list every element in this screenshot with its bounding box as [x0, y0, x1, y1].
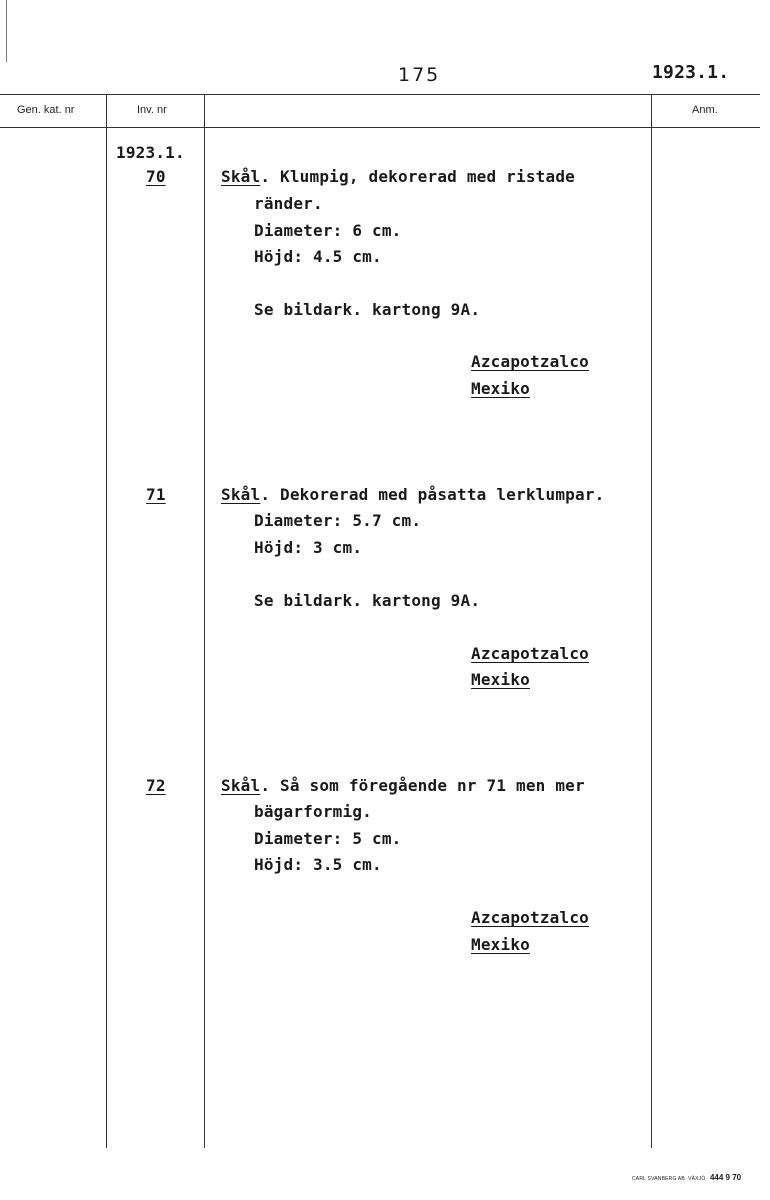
- description-line: bägarformig.: [254, 802, 372, 821]
- height-line: Höjd: 3.5 cm.: [254, 855, 382, 874]
- description-line: ränder.: [254, 194, 323, 213]
- series-prefix: 1923.1.: [116, 143, 185, 162]
- height-line: Höjd: 4.5 cm.: [254, 247, 382, 266]
- column-divider-desc-anm: [651, 94, 652, 1148]
- column-header-inv: Inv. nr: [137, 104, 167, 116]
- description-line: Skål. Klumpig, dekorerad med ristade: [221, 167, 575, 186]
- printer-imprint: [632, 1167, 741, 1185]
- year-reference: 1923.1.: [652, 62, 730, 83]
- left-margin-mark: [6, 0, 7, 62]
- inventory-number: 71: [146, 485, 166, 504]
- inventory-number: 72: [146, 776, 166, 795]
- column-divider-inv-desc: [204, 94, 205, 1148]
- country-name: Mexiko: [471, 935, 530, 954]
- diameter-line: Diameter: 5.7 cm.: [254, 511, 422, 530]
- description-line: Skål. Så som föregående nr 71 men mer: [221, 776, 585, 795]
- page-number: 175: [398, 64, 441, 86]
- place-name: Azcapotzalco: [471, 908, 589, 927]
- printer-name: CARL SVANBERG AB. VÄXJÖ: [632, 1176, 706, 1182]
- image-reference: Se bildark. kartong 9A.: [254, 300, 481, 319]
- column-header-gen-kat: Gen. kat. nr: [17, 104, 75, 116]
- header-bottom-rule: [0, 127, 760, 128]
- object-type-word: Skål: [221, 776, 261, 795]
- place-name: Azcapotzalco: [471, 644, 589, 663]
- country-name: Mexiko: [471, 670, 530, 689]
- form-code: 444 9 70: [709, 1173, 742, 1182]
- column-divider-gen-inv: [106, 94, 107, 1148]
- country-name: Mexiko: [471, 379, 530, 398]
- object-type-word: Skål: [221, 485, 261, 504]
- inventory-number: 70: [146, 167, 166, 186]
- image-reference: Se bildark. kartong 9A.: [254, 591, 481, 610]
- diameter-line: Diameter: 6 cm.: [254, 221, 402, 240]
- object-type-word: Skål: [221, 167, 261, 186]
- description-line: Skål. Dekorerad med påsatta lerklumpar.: [221, 485, 605, 504]
- header-top-rule: [0, 94, 760, 95]
- column-header-anm: Anm.: [692, 104, 718, 116]
- place-name: Azcapotzalco: [471, 352, 589, 371]
- height-line: Höjd: 3 cm.: [254, 538, 363, 557]
- diameter-line: Diameter: 5 cm.: [254, 829, 402, 848]
